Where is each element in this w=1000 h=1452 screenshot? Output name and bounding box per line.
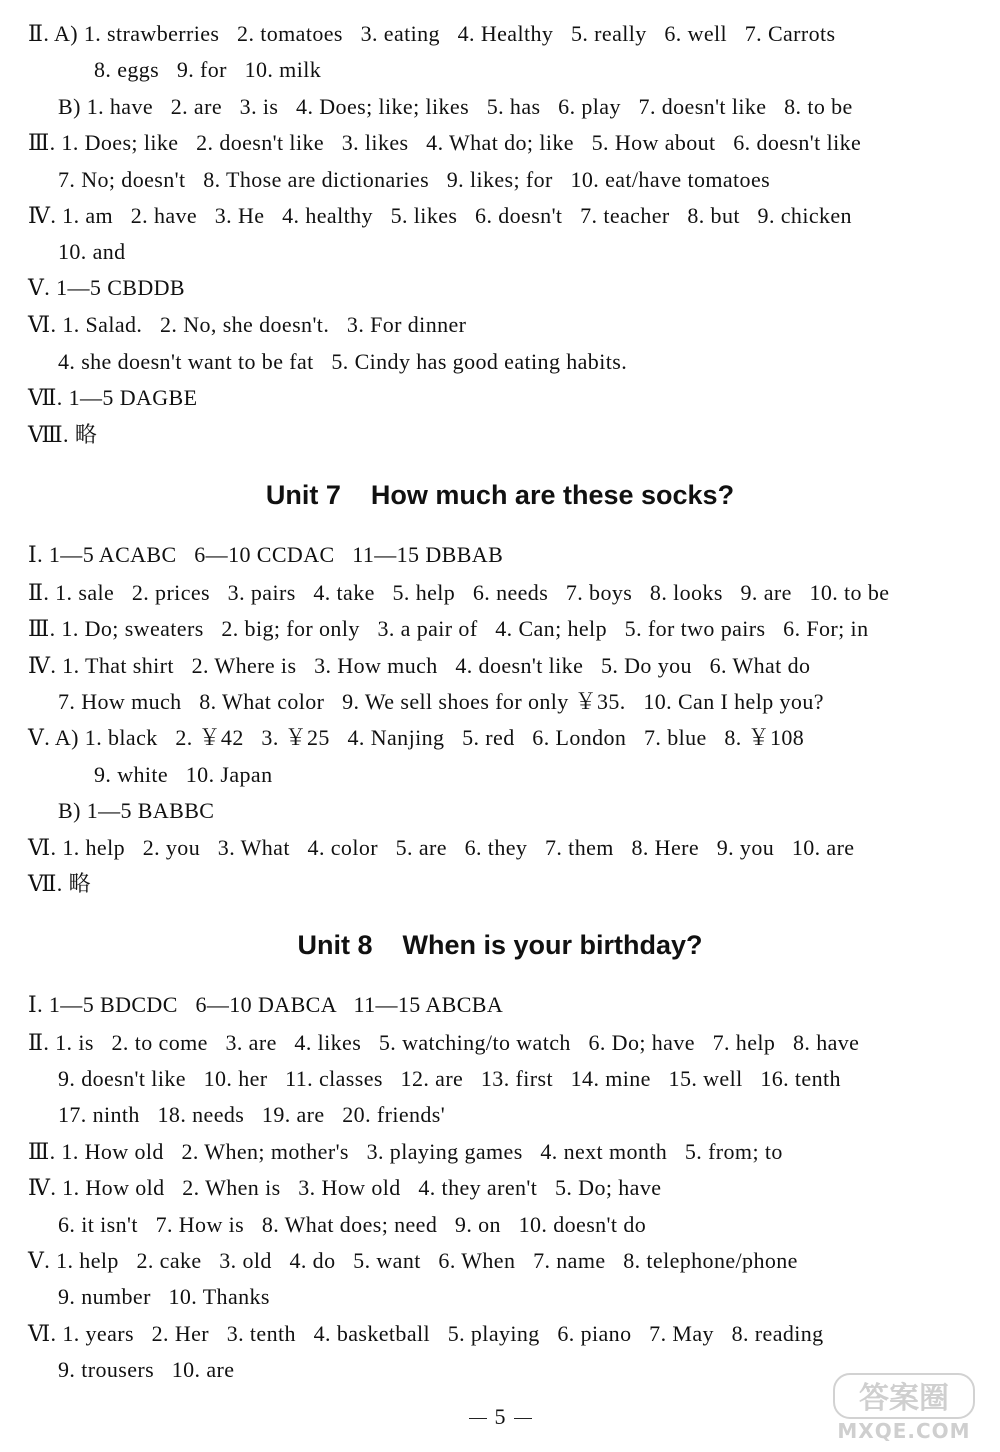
answer-line: Ⅵ. 1. help 2. you 3. What 4. color 5. are 6. they 7. them 8. Here 9. you 10. are <box>28 835 855 860</box>
answer-line: Ⅳ. 1. How old 2. When is 3. How old 4. they aren't 5. Do; have <box>28 1175 662 1200</box>
answer-line: Ⅰ. 1—5 ACABC 6—10 CCDAC 11—15 DBBAB <box>28 542 504 567</box>
answer-line: Ⅱ. 1. is 2. to come 3. are 4. likes 5. watching/to watch 6. Do; have 7. help 8. have <box>28 1030 860 1055</box>
answer-line: B) 1. have 2. are 3. is 4. Does; like; likes 5. has 6. play 7. doesn't like 8. to be <box>58 94 853 119</box>
answer-line: Ⅳ. 1. am 2. have 3. He 4. healthy 5. likes 6. doesn't 7. teacher 8. but 9. chicken <box>28 203 852 228</box>
answer-line: 9. number 10. Thanks <box>58 1284 270 1309</box>
watermark-logo <box>812 1370 994 1444</box>
dash-decoration <box>514 1418 532 1419</box>
answer-line: Ⅶ. 略 <box>28 871 91 896</box>
answer-line: 4. she doesn't want to be fat 5. Cindy has good eating habits. <box>58 349 628 374</box>
answer-line: Ⅱ. A) 1. strawberries 2. tomatoes 3. eating 4. Healthy 5. really 6. well 7. Carrots <box>28 21 836 46</box>
answer-line: 9. trousers 10. are <box>58 1357 235 1382</box>
answer-line: Ⅲ. 1. How old 2. When; mother's 3. playing games 4. next month 5. from; to <box>28 1139 783 1164</box>
answer-line: Ⅰ. 1—5 BDCDC 6—10 DABCA 11—15 ABCBA <box>28 992 504 1017</box>
answer-line: 7. How much 8. What color 9. We sell shoes for only ￥35. 10. Can I help you? <box>58 689 824 714</box>
answer-line: 7. No; doesn't 8. Those are dictionaries 9. likes; for 10. eat/have tomatoes <box>58 167 771 192</box>
answer-line: 6. it isn't 7. How is 8. What does; need 9. on 10. doesn't do <box>58 1212 647 1237</box>
answer-line: Ⅱ. 1. sale 2. prices 3. pairs 4. take 5. help 6. needs 7. boys 8. looks 9. are 10. to be <box>28 580 890 605</box>
answer-line: Ⅴ. 1—5 CBDDB <box>28 275 185 300</box>
answer-line: Ⅷ. 略 <box>28 422 98 447</box>
watermark-bottom-text: MXQE.COM <box>837 1419 971 1443</box>
dash-decoration <box>469 1418 487 1419</box>
page-number-text: 5 <box>494 1404 506 1429</box>
answer-line: Ⅲ. 1. Does; like 2. doesn't like 3. likes 4. What do; like 5. How about 6. doesn't like <box>28 130 862 155</box>
answer-line: Ⅲ. 1. Do; sweaters 2. big; for only 3. a pair of 4. Can; help 5. for two pairs 6. For; in <box>28 616 869 641</box>
answer-line: 9. doesn't like 10. her 11. classes 12. are 13. first 14. mine 15. well 16. tenth <box>58 1066 841 1091</box>
answer-line: 17. ninth 18. needs 19. are 20. friends' <box>58 1102 446 1127</box>
answer-line: Ⅳ. 1. That shirt 2. Where is 3. How much 4. doesn't like 5. Do you 6. What do <box>28 653 811 678</box>
answer-line: B) 1—5 BABBC <box>58 798 215 823</box>
answer-line: Ⅴ. A) 1. black 2. ￥42 3. ￥25 4. Nanjing 5. red 6. London 7. blue 8. ￥108 <box>28 725 805 750</box>
answer-line: Ⅶ. 1—5 DAGBE <box>28 385 198 410</box>
answer-line: Ⅴ. 1. help 2. cake 3. old 4. do 5. want 6. When 7. name 8. telephone/phone <box>28 1248 798 1273</box>
answer-line: Ⅵ. 1. years 2. Her 3. tenth 4. basketball 5. playing 6. piano 7. May 8. reading <box>28 1321 824 1346</box>
answer-line: 10. and <box>58 239 126 264</box>
answer-line: 8. eggs 9. for 10. milk <box>94 57 322 82</box>
answer-line: 9. white 10. Japan <box>94 762 273 787</box>
watermark-top-text: 答案圈 <box>859 1381 949 1416</box>
unit-title: Unit 8 When is your birthday? <box>297 930 703 960</box>
answer-line: Ⅵ. 1. Salad. 2. No, she doesn't. 3. For dinner <box>28 312 467 337</box>
unit-title: Unit 7 How much are these socks? <box>265 480 735 510</box>
